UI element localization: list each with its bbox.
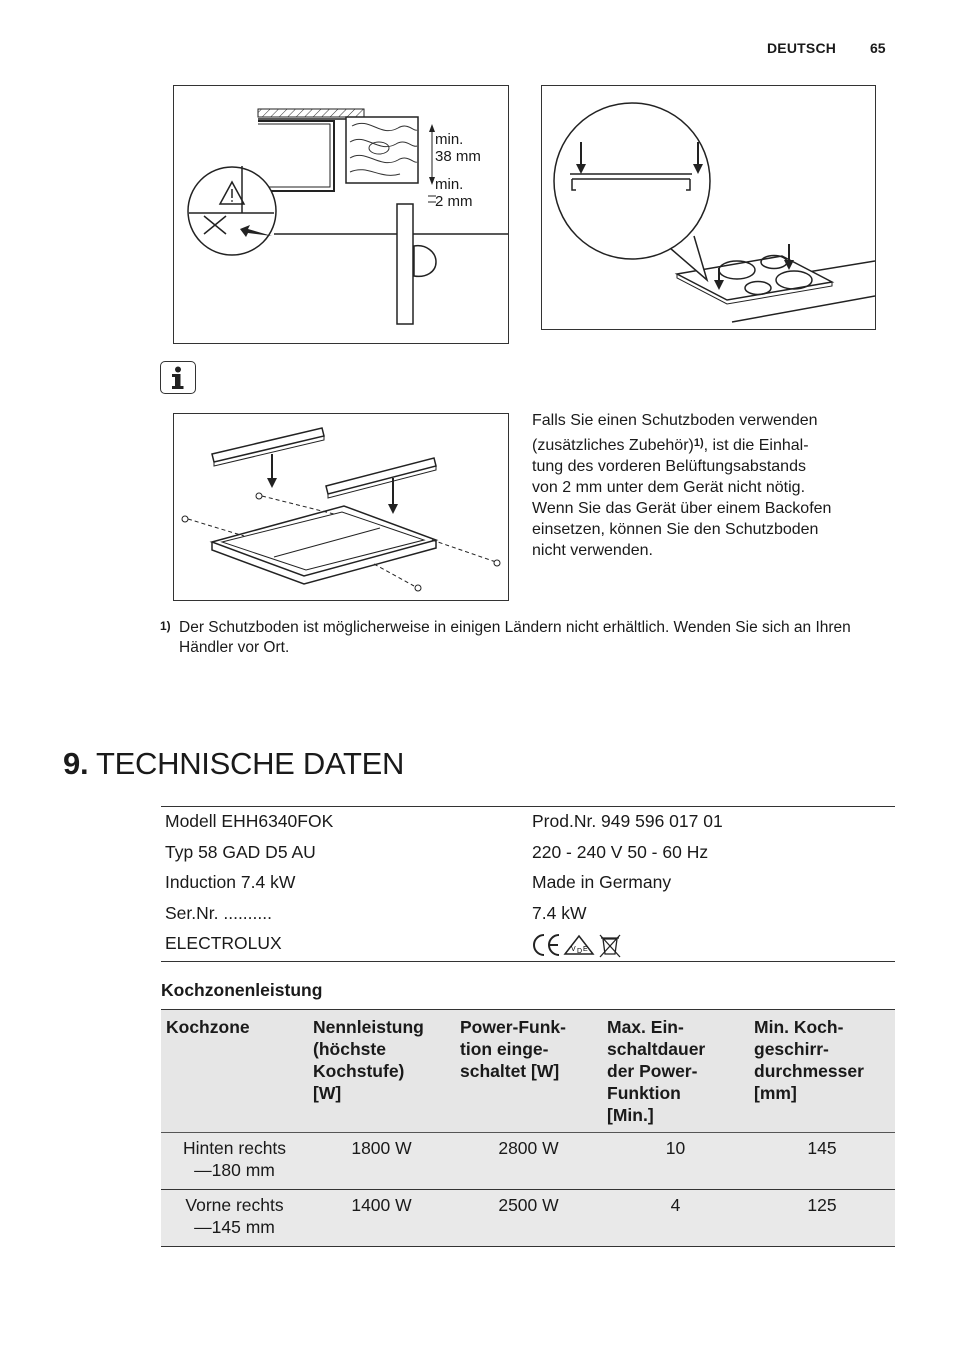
section-title-text: TECHNISCHE DATEN xyxy=(96,746,405,781)
footnote-text: Der Schutzboden ist möglicherweise in einigen Ländern nicht erhältlich. Wenden Sie sich an Ihren Händler vor Ort. xyxy=(179,619,851,656)
figure-hob-installation xyxy=(541,85,876,330)
header-line: Power-Funk- xyxy=(460,1017,566,1037)
header-line: Nennleistung xyxy=(313,1017,424,1037)
spec-row xyxy=(161,807,895,838)
diameter-cell: 125 xyxy=(749,1190,895,1247)
svg-text:V: V xyxy=(571,946,576,953)
spec-table xyxy=(161,806,895,962)
zone-size: —180 mm xyxy=(194,1160,275,1180)
nominal-cell: 1400 W xyxy=(308,1190,455,1247)
header-line: Kochzone xyxy=(166,1017,250,1037)
header-line: geschirr- xyxy=(754,1039,829,1059)
section-title xyxy=(63,746,404,782)
header-line: (höchste xyxy=(313,1039,386,1059)
header-line: der Power- xyxy=(607,1061,698,1081)
footnote-ref: 1) xyxy=(693,437,704,449)
header-language: DEUTSCH xyxy=(767,40,837,56)
info-icon xyxy=(160,361,196,394)
footnote-mark: 1) xyxy=(160,619,171,633)
column-header xyxy=(455,1010,602,1133)
note-line-2b: , ist die Einhal- xyxy=(703,437,809,454)
note-line-6: einsetzen, können Sie den Schutzboden xyxy=(532,521,819,538)
spec-row xyxy=(161,929,895,961)
nominal-cell: 1800 W xyxy=(308,1133,455,1190)
protection-floor-note xyxy=(532,410,892,561)
table-header-row xyxy=(161,1010,895,1133)
kochzonen-heading: Kochzonenleistung xyxy=(161,980,323,1000)
duration-cell: 4 xyxy=(602,1190,749,1247)
zone-name: Hinten rechts xyxy=(182,1138,287,1158)
column-header xyxy=(308,1010,455,1133)
duration-cell: 10 xyxy=(602,1133,749,1190)
header-line: [Min.] xyxy=(607,1105,654,1125)
header-line: [mm] xyxy=(754,1083,797,1103)
column-header xyxy=(602,1010,749,1133)
note-line-7: nicht verwenden. xyxy=(532,542,653,559)
worktop-section-drawing xyxy=(174,86,508,343)
note-line-4: von 2 mm unter dem Gerät nicht nötig. xyxy=(532,479,806,496)
figure-worktop-section xyxy=(173,85,509,344)
note-line-1: Falls Sie einen Schutzboden verwenden xyxy=(532,412,818,429)
table-row xyxy=(161,1133,895,1190)
table-row xyxy=(161,1190,895,1247)
note-line-2 xyxy=(532,435,892,456)
footnote xyxy=(160,618,890,658)
header-line: schaltdauer xyxy=(607,1039,706,1059)
spec-cell: 220 - 240 V 50 - 60 Hz xyxy=(532,841,709,862)
note-line-5: Wenn Sie das Gerät über einem Backofen xyxy=(532,500,832,517)
header-line: Max. Ein- xyxy=(607,1017,684,1037)
min-2mm-label: min. 2 mm xyxy=(435,176,473,210)
svg-text:E: E xyxy=(583,946,588,953)
column-header xyxy=(749,1010,895,1133)
spec-cell: Ser.Nr. .......... xyxy=(165,902,272,923)
header-line: durchmesser xyxy=(754,1061,864,1081)
column-header xyxy=(161,1010,308,1133)
header-line: tion einge- xyxy=(460,1039,549,1059)
diameter-cell: 145 xyxy=(749,1133,895,1190)
hob-installation-drawing xyxy=(542,86,875,329)
spec-row xyxy=(161,868,895,899)
power-cell: 2500 W xyxy=(455,1190,602,1247)
header-line: Funktion xyxy=(607,1083,681,1103)
spec-cell: Prod.Nr. 949 596 017 01 xyxy=(532,811,723,831)
zone-name: Vorne rechts xyxy=(185,1195,284,1215)
spec-cell: Typ 58 GAD D5 AU xyxy=(165,841,316,862)
protection-floor-drawing xyxy=(174,414,508,600)
svg-text:D: D xyxy=(577,948,583,955)
certification-marks xyxy=(532,932,628,963)
spec-cell: 7.4 kW xyxy=(532,902,587,923)
zone-cell xyxy=(161,1133,308,1190)
header-line: [W] xyxy=(313,1083,342,1103)
zone-size: —145 mm xyxy=(194,1217,275,1237)
figure-protection-floor xyxy=(173,413,509,601)
weee-bin-icon xyxy=(600,935,620,957)
spec-cell: ELECTROLUX xyxy=(165,933,282,953)
zone-cell xyxy=(161,1190,308,1247)
note-line-2a: (zusätzliches Zubehör) xyxy=(532,437,694,454)
vde-mark-icon xyxy=(565,936,593,955)
spec-row xyxy=(161,838,895,869)
spec-cell: Modell EHH6340FOK xyxy=(165,811,334,831)
page-number: 65 xyxy=(870,40,886,56)
header-line: Kochstufe) xyxy=(313,1061,405,1081)
note-line-3: tung des vorderen Belüftungsabstands xyxy=(532,458,806,475)
min-38mm-label: min. 38 mm xyxy=(435,131,481,165)
spec-row xyxy=(161,899,895,930)
header-line: schaltet [W] xyxy=(460,1061,560,1081)
spec-cell: Made in Germany xyxy=(532,872,672,892)
ce-mark-icon xyxy=(534,935,559,955)
header-line: Min. Koch- xyxy=(754,1017,844,1037)
section-number: 9. xyxy=(63,746,89,781)
spec-cell: Induction 7.4 kW xyxy=(165,872,296,892)
kochzonen-table xyxy=(161,1009,895,1247)
power-cell: 2800 W xyxy=(455,1133,602,1190)
